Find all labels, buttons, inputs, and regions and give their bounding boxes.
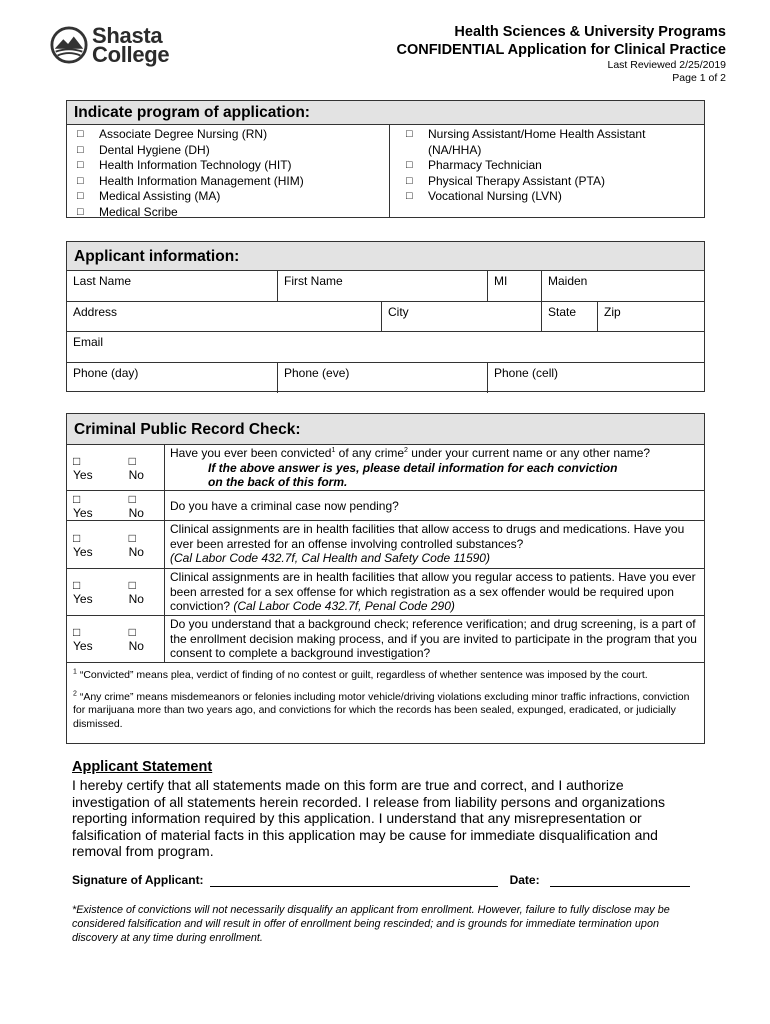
question-row <box>67 521 704 569</box>
signature-row <box>72 873 690 887</box>
question-row <box>67 491 704 521</box>
checkbox-icon[interactable]: □ <box>77 159 84 172</box>
state-field[interactable]: State <box>542 302 598 332</box>
checkbox-icon[interactable]: □ <box>73 453 81 468</box>
last-reviewed: Last Reviewed 2/25/2019 <box>607 59 726 71</box>
checkbox-icon[interactable]: □ <box>128 625 136 639</box>
program-option[interactable]: □ Nursing Assistant/Home Health Assistant <box>406 127 646 141</box>
logo-line-2: College <box>92 42 170 67</box>
date-label: Date: <box>509 873 540 887</box>
phone-eve-field[interactable]: Phone (eve) <box>278 363 488 394</box>
program-option[interactable]: □ Dental Hygiene (DH) <box>77 142 210 157</box>
footnote-1: $^1$ “Convicted” means plea, verdict of finding of no contest or guilt, regardless of whether sentence was imposed by the court. <box>73 668 648 681</box>
yes-option[interactable]: □ Yes <box>73 625 93 653</box>
statement-body: I hereby certify that all statements made on this form are true and correct, and I authorize investigation of all statements herein recorded. I release from liability persons and organizations reporting information required by this application. I understand that any misrepresentation or falsification of material facts in this application may be cause for immediate disqualification and removal from program. <box>72 777 665 859</box>
last-name-field[interactable]: Last Name <box>67 271 278 301</box>
document-subtitle: CONFIDENTIAL Application for Clinical Practice <box>396 42 726 58</box>
phone-cell-field[interactable]: Phone (cell) <box>494 365 559 380</box>
date-line[interactable] <box>550 873 690 887</box>
footnote-2: $^2$ “Any crime” means misdemeanors or felonies including motor vehicle/driving violations excluding minor traffic infractions, conviction for marijuana more than two years ago, and convictions for which the records has been sealed, expunged, eradicated, or judicially dismissed. <box>73 690 690 730</box>
checkbox-icon[interactable]: □ <box>73 625 81 639</box>
no-option[interactable]: □ No <box>128 578 144 606</box>
question-instruction: on the back of this form. <box>208 475 348 490</box>
signature-line[interactable] <box>210 873 498 887</box>
yes-option[interactable]: □ Yes <box>73 578 93 606</box>
program-option[interactable]: □ Physical Therapy Assistant (PTA) <box>406 173 605 188</box>
email-field[interactable]: Email <box>73 335 104 349</box>
checkbox-icon[interactable]: □ <box>77 174 84 187</box>
yes-no-options <box>67 445 165 490</box>
page-number: Page 1 of 2 <box>672 72 726 84</box>
disclosure-footnote: *Existence of convictions will not necessarily disqualify an applicant from enrollment. However, failure to fully disclose may be considered falsification and will result in offer of enrollment being rescinded; and is grounds for immediate termination upon discovery at any time during enrollment. <box>72 904 670 944</box>
checkbox-icon[interactable]: □ <box>406 174 413 187</box>
document-title: Health Sciences & University Programs <box>454 24 726 40</box>
yes-option[interactable]: □ Yes <box>73 530 93 559</box>
program-option[interactable]: □ Associate Degree Nursing (RN) <box>77 127 268 141</box>
document-header <box>396 24 726 85</box>
no-option[interactable]: □ No <box>128 530 144 559</box>
legal-citation: (Cal Labor Code 432.7f, Penal Code 290) <box>233 599 455 614</box>
yes-no-options <box>67 491 165 520</box>
maiden-field[interactable]: Maiden <box>548 274 588 288</box>
question-text: Do you have a criminal case now pending? <box>170 498 399 513</box>
program-section <box>66 100 705 218</box>
question-row <box>67 569 704 616</box>
question-text: Clinical assignments are in health facilities that allow you regular access to patients. Have you ever been arrested for a sex offense for which registration as a sex offender would be required upon conviction? (Cal Labor Code 432.7f, Penal Code 290) <box>170 570 696 614</box>
question-text: Clinical assignments are in health facilities that allow access to drugs and medications. Have you ever been arrested for an offense involving controlled substances? (Cal Labor Code 432.7f, Cal Health and Safety Code 11590) <box>170 522 685 566</box>
criminal-section-title: Criminal Public Record Check: <box>67 414 704 445</box>
checkbox-icon[interactable]: □ <box>73 578 81 592</box>
no-option[interactable]: □ No <box>128 453 144 482</box>
statement-title: Applicant Statement <box>72 759 213 775</box>
checkbox-icon[interactable]: □ <box>77 190 84 203</box>
program-list-left <box>67 125 390 217</box>
phone-day-field[interactable]: Phone (day) <box>67 363 278 394</box>
program-option[interactable]: □ Health Information Technology (HIT) <box>77 158 292 173</box>
applicant-section-title: Applicant information: <box>67 242 704 271</box>
zip-field[interactable]: Zip <box>604 304 621 319</box>
program-option[interactable]: □ Health Information Management (HIM) <box>77 173 304 188</box>
address-field[interactable]: Address <box>67 302 382 332</box>
city-field[interactable]: City <box>382 302 542 332</box>
no-option[interactable]: □ No <box>128 625 144 653</box>
logo-line-1: Shasta <box>92 23 163 48</box>
checkbox-icon[interactable]: □ <box>73 530 81 545</box>
first-name-field[interactable]: First Name <box>278 271 488 301</box>
question-instruction: If the above answer is yes, please detail information for each conviction <box>208 460 618 475</box>
signature-label: Signature of Applicant: <box>72 873 204 887</box>
program-option[interactable]: □ Medical Scribe <box>77 204 178 219</box>
checkbox-icon[interactable]: □ <box>406 190 413 203</box>
program-option[interactable]: □ Pharmacy Technician <box>406 158 542 173</box>
mi-field[interactable]: MI <box>488 271 542 301</box>
checkbox-icon[interactable]: □ <box>406 128 413 140</box>
applicant-section <box>66 241 705 392</box>
checkbox-icon[interactable]: □ <box>406 159 413 172</box>
legal-citation: (Cal Labor Code 432.7f, Cal Health and Safety Code 11590) <box>170 551 490 566</box>
yes-no-options <box>67 521 165 568</box>
question-text: Do you understand that a background check; reference verification; and drug screening, is a part of the enrollment decision making process, and if you are invited to participate in the program that you consent to complete a background investigation? <box>170 617 697 661</box>
criminal-record-section <box>66 413 705 744</box>
checkbox-icon[interactable]: □ <box>128 453 136 468</box>
yes-no-options <box>67 616 165 662</box>
program-option-continued: (NA/HHA) <box>428 142 482 157</box>
question-text: Have you ever been convicted$^1$ of any crime$^2$ under your current name or any other name? If the above answer is yes, please detail information for each conviction on the back of this form. <box>165 445 704 490</box>
yes-no-options <box>67 569 165 615</box>
program-section-title: Indicate program of application: <box>67 101 704 125</box>
checkbox-icon[interactable]: □ <box>128 578 136 592</box>
checkbox-icon[interactable]: □ <box>73 491 81 506</box>
program-option[interactable]: □ Medical Assisting (MA) <box>77 189 221 204</box>
program-list-right <box>390 125 704 217</box>
yes-option[interactable]: □ Yes <box>73 453 93 482</box>
checkbox-icon[interactable]: □ <box>77 143 84 156</box>
question-row <box>67 445 704 491</box>
no-option[interactable]: □ No <box>128 491 144 520</box>
checkbox-icon[interactable]: □ <box>128 491 136 506</box>
checkbox-icon[interactable]: □ <box>128 530 136 545</box>
program-option[interactable]: □ Vocational Nursing (LVN) <box>406 189 562 204</box>
mountain-logo-icon <box>50 26 88 64</box>
checkbox-icon[interactable]: □ <box>77 205 84 218</box>
yes-option[interactable]: □ Yes <box>73 491 93 520</box>
shasta-college-logo <box>50 22 190 68</box>
applicant-statement <box>72 759 702 860</box>
checkbox-icon[interactable]: □ <box>77 128 84 140</box>
question-row <box>67 616 704 663</box>
